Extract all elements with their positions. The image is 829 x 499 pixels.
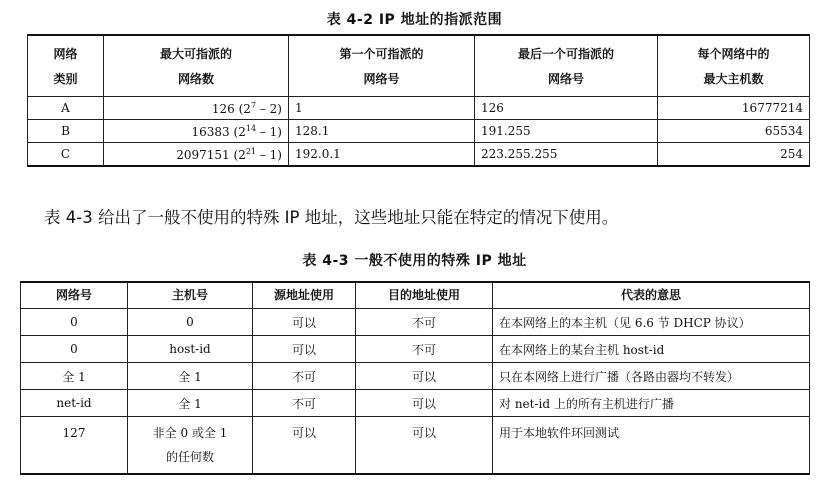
- first-network-cell: 1: [289, 97, 475, 120]
- class-cell: A: [28, 97, 104, 120]
- first-network-cell: 192.0.1: [289, 143, 475, 167]
- expr-base: (2: [238, 101, 251, 116]
- header-last-network: [475, 35, 658, 97]
- first-network-cell: 128.1: [289, 120, 475, 143]
- table-row: [21, 336, 810, 363]
- host-id-cell: host-id: [128, 336, 253, 363]
- meaning-cell: 在本网络上的本主机（见 6.6 节 DHCP 协议）: [493, 309, 810, 336]
- host-id-cell: 0: [128, 309, 253, 336]
- max-networks-cell: [104, 97, 289, 120]
- meaning-cell: 在本网络上的某台主机 host-id: [493, 336, 810, 363]
- last-network-cell: 126: [475, 97, 658, 120]
- destination-usage-cell: 可以: [356, 363, 493, 390]
- header-max-networks: [104, 35, 289, 97]
- max-networks-cell: [104, 120, 289, 143]
- header-meaning: 代表的意思: [493, 282, 810, 309]
- special-ip-address-table: [20, 281, 810, 475]
- header-host-id: 主机号: [128, 282, 253, 309]
- table-4-3-caption: 表 4-3 一般不使用的特殊 IP 地址: [302, 253, 527, 269]
- expr-base: (2: [233, 147, 246, 162]
- destination-usage-cell: 可以: [356, 417, 493, 475]
- header-line: 每个网络中的: [697, 47, 770, 61]
- max-networks-value: 16383: [191, 124, 230, 139]
- max-hosts-cell: 254: [658, 143, 810, 167]
- host-id-line: 非全 0 或全 1: [152, 426, 228, 440]
- table-row: [28, 143, 810, 167]
- header-line: 网络数: [177, 72, 214, 86]
- header-line: 最大可指派的: [159, 47, 232, 61]
- source-usage-cell: 可以: [253, 417, 356, 475]
- table-row: [28, 120, 810, 143]
- expr-tail: – 1): [256, 124, 282, 139]
- network-id-cell: 0: [21, 309, 128, 336]
- max-networks-expression: [192, 125, 282, 139]
- destination-usage-cell: 不可: [356, 336, 493, 363]
- header-network-id: 网络号: [21, 282, 128, 309]
- network-id-cell: net-id: [21, 390, 128, 417]
- meaning-cell: 对 net-id 上的所有主机进行广播: [493, 390, 810, 417]
- header-first-network: [289, 35, 475, 97]
- expr-exponent: 14: [245, 123, 257, 133]
- header-source-usage: 源地址使用: [253, 282, 356, 309]
- host-id-cell: [128, 417, 253, 475]
- expr-base: (2: [233, 124, 246, 139]
- expr-exponent: 7: [250, 100, 257, 110]
- body-paragraph: 表 4-3 给出了一般不使用的特殊 IP 地址，这些地址只能在特定的情况下使用。: [44, 208, 619, 227]
- max-networks-expression: [212, 102, 282, 116]
- table-row: [21, 390, 810, 417]
- table-row: [21, 309, 810, 336]
- destination-usage-cell: 不可: [356, 309, 493, 336]
- class-cell: B: [28, 120, 104, 143]
- ip-address-range-table: [27, 34, 810, 167]
- meaning-cell: 用于本地软件环回测试: [493, 417, 810, 475]
- header-line: 网络: [53, 47, 78, 61]
- source-usage-cell: 不可: [253, 363, 356, 390]
- host-id-cell: 全 1: [128, 363, 253, 390]
- max-networks-cell: [104, 143, 289, 167]
- table-header-row: [28, 35, 810, 97]
- max-hosts-cell: 16777214: [658, 97, 810, 120]
- class-cell: C: [28, 143, 104, 167]
- table-row: [21, 417, 810, 475]
- expr-tail: – 1): [256, 147, 282, 162]
- table-4-2-caption: 表 4-2 IP 地址的指派范围: [326, 12, 503, 28]
- table-row: [21, 363, 810, 390]
- header-line: 网络号: [547, 72, 584, 86]
- source-usage-cell: 不可: [253, 390, 356, 417]
- header-line: 网络号: [363, 72, 400, 86]
- header-line: 类别: [53, 72, 78, 86]
- source-usage-cell: 可以: [253, 309, 356, 336]
- host-id-line: 的任何数: [165, 450, 214, 464]
- header-network-class: [28, 35, 104, 97]
- header-max-hosts: [658, 35, 810, 97]
- table-header-row: [21, 282, 810, 309]
- header-line: 最大主机数: [703, 72, 764, 86]
- max-networks-value: 126: [211, 101, 235, 116]
- destination-usage-cell: 可以: [356, 390, 493, 417]
- max-networks-expression: [176, 148, 282, 162]
- expr-exponent: 21: [245, 146, 257, 156]
- header-line: 最后一个可指派的: [517, 47, 614, 61]
- network-id-cell: 0: [21, 336, 128, 363]
- meaning-cell: 只在本网络上进行广播（各路由器均不转发）: [493, 363, 810, 390]
- max-networks-value: 2097151: [176, 147, 230, 162]
- host-id-cell: 全 1: [128, 390, 253, 417]
- max-hosts-cell: 65534: [658, 120, 810, 143]
- last-network-cell: 191.255: [475, 120, 658, 143]
- expr-tail: – 2): [256, 101, 282, 116]
- network-id-cell: 127: [21, 417, 128, 475]
- table-row: [28, 97, 810, 120]
- header-destination-usage: 目的地址使用: [356, 282, 493, 309]
- network-id-cell: 全 1: [21, 363, 128, 390]
- source-usage-cell: 可以: [253, 336, 356, 363]
- header-line: 第一个可指派的: [339, 47, 424, 61]
- last-network-cell: 223.255.255: [475, 143, 658, 167]
